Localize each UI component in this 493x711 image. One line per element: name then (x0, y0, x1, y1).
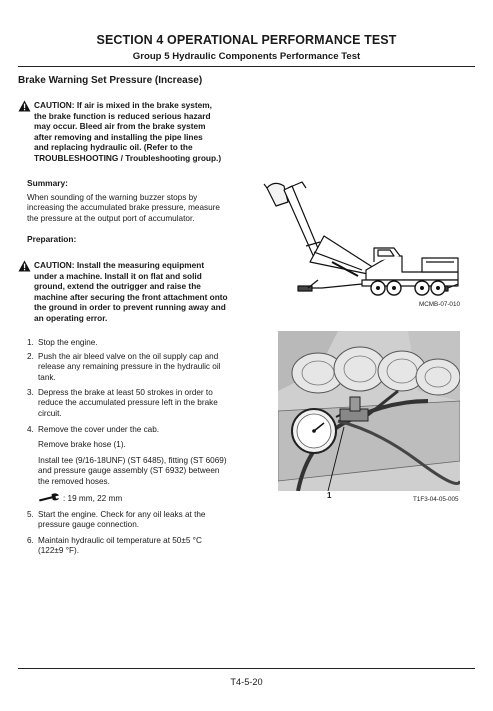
summary-line: the pressure at the output port of accumulator. (27, 213, 195, 223)
excavator-illustration (262, 176, 462, 300)
step-text: and pressure gauge assembly (ST 6932) between (38, 466, 220, 476)
step-3 (27, 388, 237, 420)
caution-line: may occur. Bleed air from the brake system (34, 121, 206, 132)
caution-line: the ground in order to prevent running away and (34, 302, 226, 313)
caution-line: under a machine. Install it on flat and solid (34, 270, 202, 281)
step-4-sub-install (38, 456, 227, 487)
step-text: Stop the engine. (38, 338, 98, 347)
summary-line: When sounding of the warning buzzer stops by (27, 193, 198, 202)
step-text: pressure gauge connection. (38, 520, 140, 530)
step-text: release any remaining pressure in the hydraulic oil (38, 362, 221, 372)
figure-caption: MCMB-07-010 (419, 301, 460, 308)
step-text: Start the engine. Check for any oil leaks at the (38, 510, 206, 519)
step-text: Install tee (9/16-18UNF) (ST 6485), fitting (ST 6069) (38, 456, 227, 465)
caution-line: the brake function is reduced serious hazard (34, 110, 211, 121)
page-number: T4-5-20 (230, 677, 263, 687)
wrench-sizes: : 19 mm, 22 mm (63, 494, 123, 503)
step-number: 6. (27, 536, 34, 545)
summary-line: increasing the accumulated brake pressure, measure (27, 203, 220, 213)
step-text: reduce the accumulated pressure left in the brake (38, 398, 218, 408)
header-rule (18, 66, 475, 67)
step-text: the removed hoses. (38, 476, 110, 486)
step-number: 5. (27, 510, 34, 519)
summary-label: Summary: (27, 178, 68, 188)
footer-rule (18, 668, 475, 669)
warning-icon (18, 100, 31, 112)
step-text: (122±9 °F). (38, 546, 79, 556)
section-title: SECTION 4 OPERATIONAL PERFORMANCE TEST (96, 33, 397, 47)
caution-block-2 (34, 260, 228, 324)
step-text: tank. (38, 372, 56, 382)
step-text: Maintain hydraulic oil temperature at 50±5 °C (38, 536, 202, 545)
group-title: Group 5 Hydraulic Components Performance Test (132, 51, 361, 62)
step-text: Push the air bleed valve on the oil supply cap and (38, 352, 219, 361)
caution-block-1 (34, 100, 221, 164)
step-number: 1. (27, 338, 34, 347)
step-4 (27, 425, 237, 436)
step-1 (27, 338, 237, 349)
step-number: 3. (27, 388, 34, 397)
step-text: circuit. (38, 408, 62, 418)
preparation-label: Preparation: (27, 234, 77, 244)
caution-line: CAUTION: Install the measuring equipment (34, 260, 205, 270)
section-heading: Brake Warning Set Pressure (Increase) (18, 75, 203, 86)
step-number: 4. (27, 425, 34, 434)
step-text: Depress the brake at least 50 strokes in order to (38, 388, 213, 397)
step-text: Remove brake hose (1). (38, 440, 126, 449)
caution-line: machine after securing the front attachment onto (34, 291, 228, 302)
figure-caption: T1F3-04-05-005 (413, 496, 459, 503)
step-number: 2. (27, 352, 34, 361)
caution-line: and replacing hydraulic oil. (Refer to the (34, 142, 193, 153)
wrench-icon (38, 493, 60, 503)
step-2 (27, 352, 237, 384)
step-6 (27, 536, 237, 558)
caution-line: CAUTION: If air is mixed in the brake system, (34, 100, 212, 110)
caution-line: TROUBLESHOOTING / Troubleshooting group.) (34, 152, 222, 163)
step-4-sub-remove-hose (38, 440, 126, 450)
warning-icon (18, 260, 31, 272)
caution-line: after removing and installing the pipe lines (34, 131, 203, 142)
step-5 (27, 510, 237, 532)
photo-drawing (278, 331, 460, 491)
step-text: Remove the cover under the cab. (38, 425, 160, 434)
caution-line: ground, extend the outrigger and raise the (34, 281, 201, 292)
brake-gauge-photo (278, 331, 460, 491)
callout-label: 1 (327, 491, 332, 500)
caution-line: an operating error. (34, 312, 108, 323)
summary-text (27, 193, 220, 224)
